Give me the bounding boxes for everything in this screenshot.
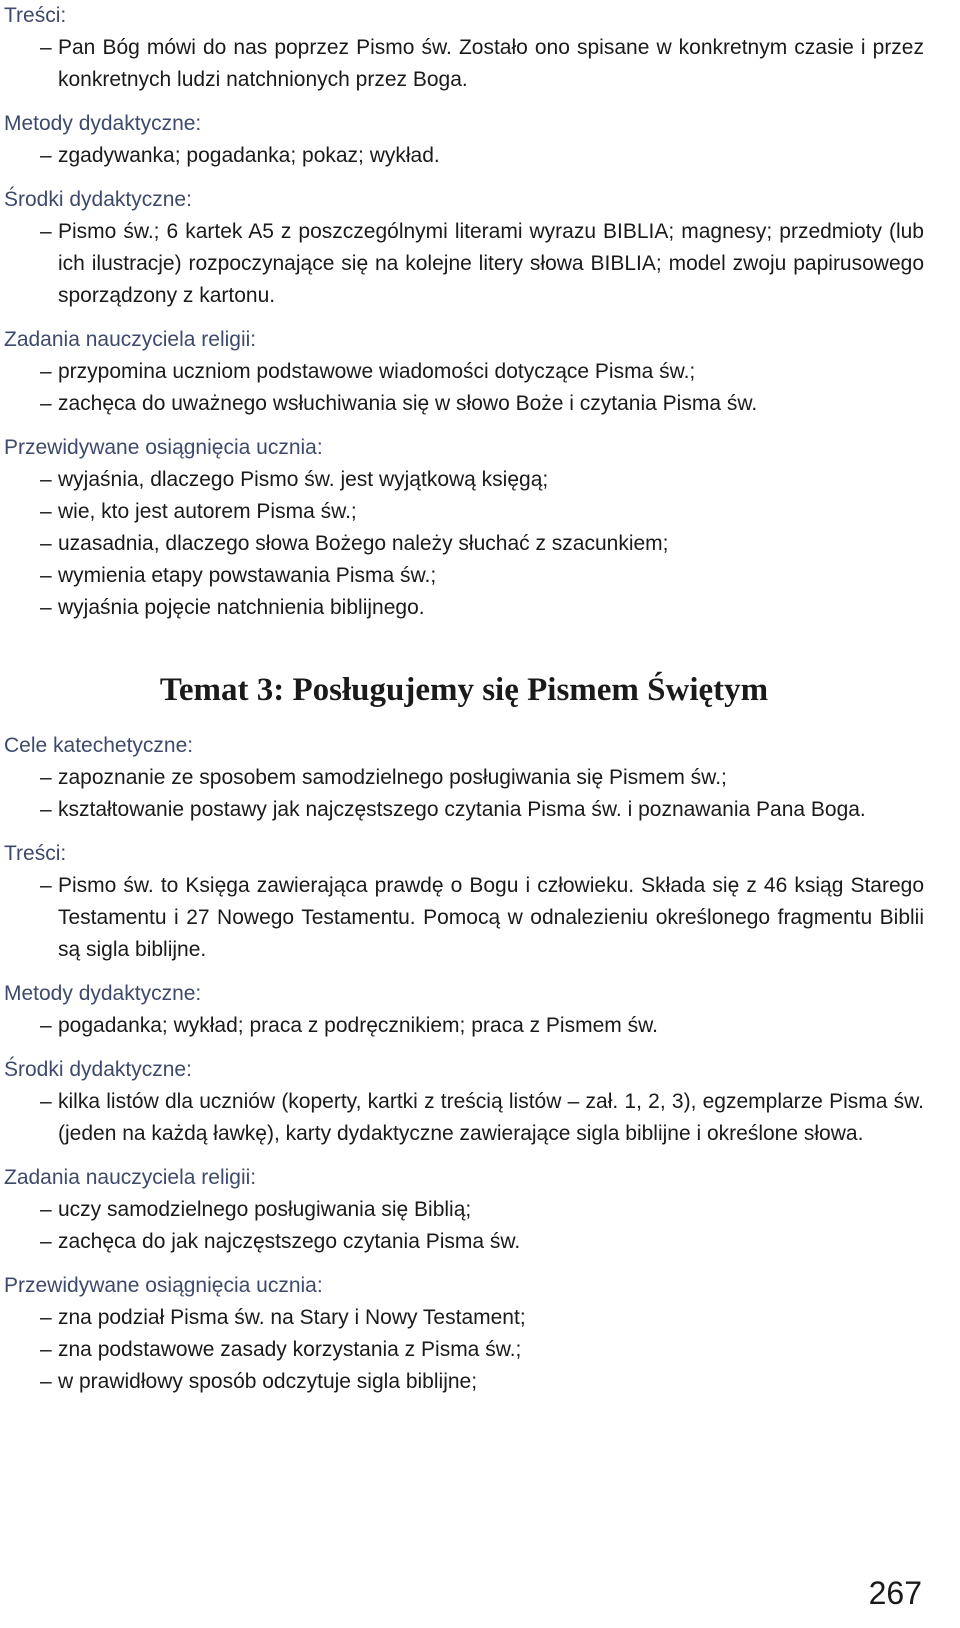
item-text: uczy samodzielnego posługiwania się Biblią; — [58, 1198, 472, 1221]
list-item — [4, 1366, 924, 1398]
dash-bullet: – — [40, 1230, 52, 1253]
section-label: Przewidywane osiągnięcia ucznia: — [4, 436, 323, 459]
page-number: 267 — [868, 1575, 922, 1611]
item-text: wie, kto jest autorem Pisma św.; — [58, 500, 357, 523]
item-text: przypomina uczniom podstawowe wiadomości dotyczące Pisma św.; — [58, 360, 696, 383]
item-text: kilka listów dla uczniów (koperty, kartki z treścią listów – zał. 1, 2, 3), egzemplarze Pisma św. (jeden na każdą ławkę), karty dydaktyczne zawierające sigla biblijne i określone słowa. — [58, 1090, 924, 1145]
item-text: zna podział Pisma św. na Stary i Nowy Testament; — [58, 1306, 526, 1329]
list-item — [4, 1334, 924, 1366]
document-page — [4, 0, 924, 1410]
list-item — [4, 1226, 924, 1258]
item-text: zapoznanie ze sposobem samodzielnego posługiwania się Pismem św.; — [58, 766, 727, 789]
list-item — [4, 592, 924, 624]
item-text: zachęca do uważnego wsłuchiwania się w słowo Boże i czytania Pisma św. — [58, 392, 758, 415]
section-label: Cele katechetyczne: — [4, 734, 194, 757]
section — [4, 838, 924, 966]
section-label: Zadania nauczyciela religii: — [4, 1166, 257, 1189]
section-label: Metody dydaktyczne: — [4, 982, 202, 1005]
list-item — [4, 1302, 924, 1334]
dash-bullet: – — [40, 1338, 52, 1361]
list-item — [4, 496, 924, 528]
item-list — [4, 1010, 924, 1042]
list-item — [4, 140, 924, 172]
list-item — [4, 388, 924, 420]
item-list — [4, 762, 924, 826]
item-text: Pismo św.; 6 kartek A5 z poszczególnymi literami wyrazu BIBLIA; magnesy; przedmioty (lub ich ilustracje) rozpoczynające się na kolejne litery słowa BIBLIA; model zwoju papirusowego sporządzony z kartonu. — [58, 220, 924, 307]
section — [4, 108, 924, 172]
list-item — [4, 1086, 924, 1150]
lesson-3-section — [4, 730, 924, 1398]
section-label: Treści: — [4, 4, 67, 27]
item-list — [4, 1086, 924, 1150]
section — [4, 324, 924, 420]
section — [4, 730, 924, 826]
section — [4, 1054, 924, 1150]
item-text: w prawidłowy sposób odczytuje sigla biblijne; — [58, 1370, 478, 1393]
item-text: pogadanka; wykład; praca z podręcznikiem; praca z Pismem św. — [58, 1014, 658, 1037]
dash-bullet: – — [40, 596, 52, 619]
dash-bullet: – — [40, 1370, 52, 1393]
list-item — [4, 1010, 924, 1042]
section — [4, 432, 924, 624]
dash-bullet: – — [40, 360, 52, 383]
item-list — [4, 216, 924, 312]
item-text: wymienia etapy powstawania Pisma św.; — [58, 564, 437, 587]
section-label: Zadania nauczyciela religii: — [4, 328, 257, 351]
list-item — [4, 32, 924, 96]
section-label: Treści: — [4, 842, 67, 865]
list-item — [4, 528, 924, 560]
section — [4, 184, 924, 312]
item-text: zna podstawowe zasady korzystania z Pisma św.; — [58, 1338, 522, 1361]
item-text: Pismo św. to Księga zawierająca prawdę o Bogu i człowieku. Składa się z 46 ksiąg Starego Testamentu i 27 Nowego Testamentu. Pomocą w odnalezieniu określonego fragmentu Biblii są sigla biblijne. — [58, 874, 924, 961]
section — [4, 978, 924, 1042]
dash-bullet: – — [40, 1014, 52, 1037]
list-item — [4, 464, 924, 496]
item-list — [4, 140, 924, 172]
item-list — [4, 1302, 924, 1398]
section — [4, 0, 924, 96]
item-text: wyjaśnia pojęcie natchnienia biblijnego. — [58, 596, 425, 619]
dash-bullet: – — [40, 1306, 52, 1329]
item-text: zgadywanka; pogadanka; pokaz; wykład. — [58, 144, 440, 167]
dash-bullet: – — [40, 1198, 52, 1221]
list-item — [4, 356, 924, 388]
dash-bullet: – — [40, 766, 52, 789]
section — [4, 1270, 924, 1398]
topic-title: Temat 3: Posługujemy się Pismem Świętym — [159, 672, 769, 708]
item-text: wyjaśnia, dlaczego Pismo św. jest wyjątkową księgą; — [58, 468, 549, 491]
dash-bullet: – — [40, 874, 52, 897]
dash-bullet: – — [40, 468, 52, 491]
section — [4, 1162, 924, 1258]
section-label: Metody dydaktyczne: — [4, 112, 202, 135]
list-item — [4, 1194, 924, 1226]
dash-bullet: – — [40, 1090, 52, 1113]
lesson-2-section — [4, 0, 924, 624]
dash-bullet: – — [40, 36, 52, 59]
item-text: Pan Bóg mówi do nas poprzez Pismo św. Zostało ono spisane w konkretnym czasie i przez konkretnych ludzi natchnionych przez Boga. — [58, 36, 924, 91]
list-item — [4, 794, 924, 826]
list-item — [4, 870, 924, 966]
item-text: kształtowanie postawy jak najczęstszego czytania Pisma św. i poznawania Pana Boga. — [58, 798, 866, 821]
item-list — [4, 464, 924, 624]
item-list — [4, 32, 924, 96]
section-label: Przewidywane osiągnięcia ucznia: — [4, 1274, 323, 1297]
dash-bullet: – — [40, 798, 52, 821]
dash-bullet: – — [40, 220, 52, 243]
list-item — [4, 560, 924, 592]
item-text: uzasadnia, dlaczego słowa Bożego należy słuchać z szacunkiem; — [58, 532, 669, 555]
dash-bullet: – — [40, 392, 52, 415]
dash-bullet: – — [40, 564, 52, 587]
item-list — [4, 356, 924, 420]
section-label: Środki dydaktyczne: — [4, 1058, 192, 1081]
section-label: Środki dydaktyczne: — [4, 188, 192, 211]
item-list — [4, 1194, 924, 1258]
item-list — [4, 870, 924, 966]
dash-bullet: – — [40, 500, 52, 523]
list-item — [4, 216, 924, 312]
list-item — [4, 762, 924, 794]
item-text: zachęca do jak najczęstszego czytania Pisma św. — [58, 1230, 521, 1253]
dash-bullet: – — [40, 532, 52, 555]
dash-bullet: – — [40, 144, 52, 167]
